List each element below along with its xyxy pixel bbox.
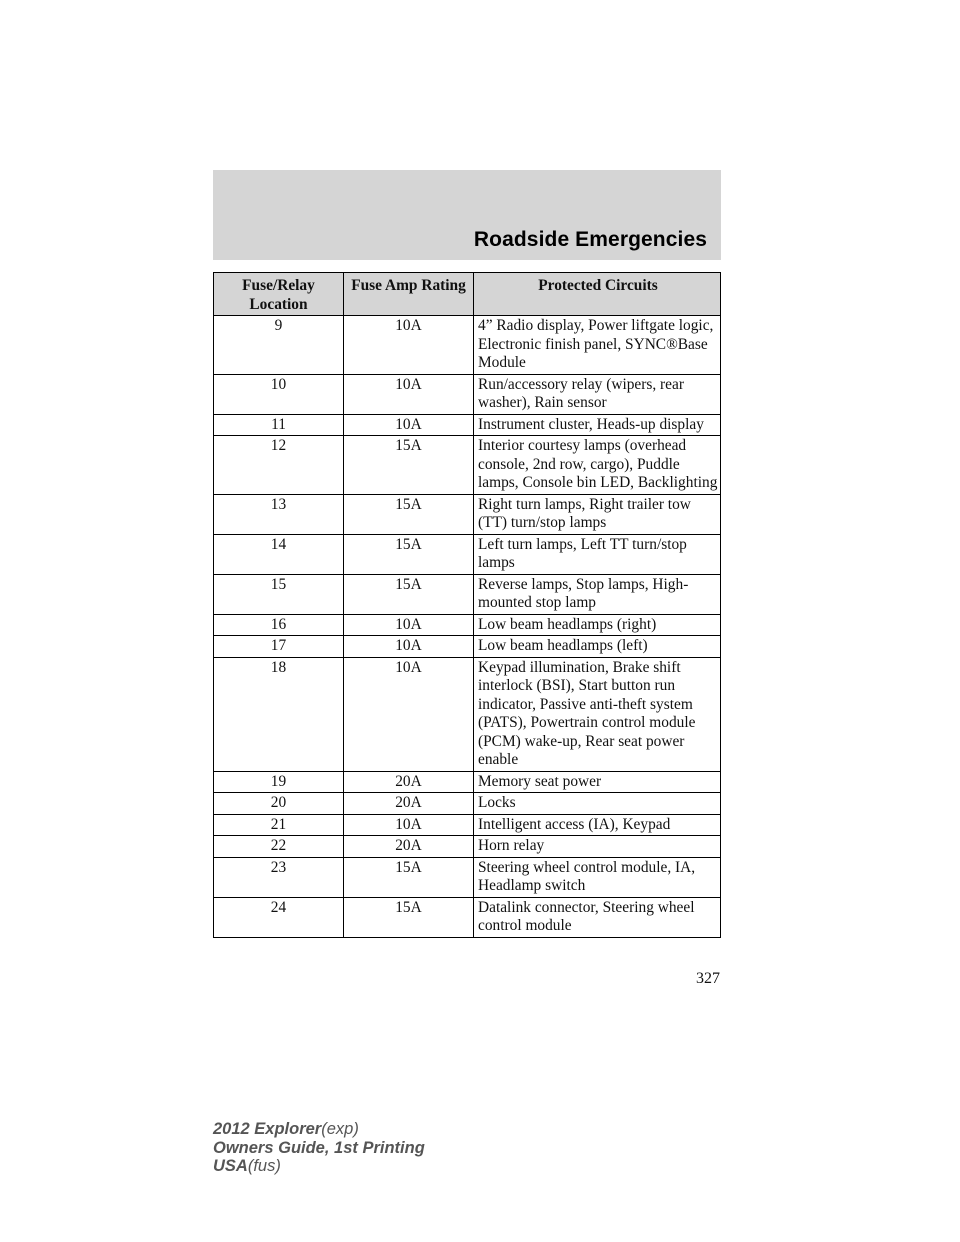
table-header-row xyxy=(214,273,721,316)
footer-market: USA xyxy=(213,1157,248,1175)
cell-circuits: Steering wheel control module, IA, Headlamp switch xyxy=(474,857,721,897)
cell-rating: 10A xyxy=(344,814,474,836)
cell-location: 22 xyxy=(214,836,344,858)
cell-circuits: Reverse lamps, Stop lamps, High-mounted stop lamp xyxy=(474,574,721,614)
footer xyxy=(213,1120,425,1176)
table-row xyxy=(214,836,721,858)
cell-rating: 15A xyxy=(344,857,474,897)
cell-location: 13 xyxy=(214,494,344,534)
cell-rating: 10A xyxy=(344,636,474,658)
column-header-rating: Fuse Amp Rating xyxy=(344,273,474,316)
table-body xyxy=(214,316,721,938)
table-row xyxy=(214,657,721,771)
cell-rating: 10A xyxy=(344,614,474,636)
cell-circuits: Low beam headlamps (left) xyxy=(474,636,721,658)
table-row xyxy=(214,316,721,375)
cell-circuits: Intelligent access (IA), Keypad xyxy=(474,814,721,836)
cell-location: 16 xyxy=(214,614,344,636)
table-row xyxy=(214,374,721,414)
cell-circuits: Right turn lamps, Right trailer tow (TT) turn/stop lamps xyxy=(474,494,721,534)
cell-location: 11 xyxy=(214,414,344,436)
table-row xyxy=(214,494,721,534)
cell-circuits: Left turn lamps, Left TT turn/stop lamps xyxy=(474,534,721,574)
footer-market-code: (fus) xyxy=(247,1157,281,1175)
cell-rating: 10A xyxy=(344,374,474,414)
column-header-circuits: Protected Circuits xyxy=(474,273,721,316)
cell-location: 12 xyxy=(214,436,344,495)
table-row xyxy=(214,414,721,436)
page-number: 327 xyxy=(696,970,720,987)
cell-rating: 15A xyxy=(344,897,474,937)
table-row xyxy=(214,897,721,937)
cell-location: 9 xyxy=(214,316,344,375)
footer-model-code: (exp) xyxy=(321,1120,359,1138)
cell-location: 10 xyxy=(214,374,344,414)
cell-location: 18 xyxy=(214,657,344,771)
cell-circuits: 4” Radio display, Power liftgate logic, Electronic finish panel, SYNC®Base Module xyxy=(474,316,721,375)
table-row xyxy=(214,534,721,574)
section-header xyxy=(213,170,721,260)
cell-location: 17 xyxy=(214,636,344,658)
column-header-location: Fuse/Relay Location xyxy=(214,273,344,316)
cell-circuits: Keypad illumination, Brake shift interlock (BSI), Start button run indicator, Passive anti-theft system (PATS), Powertrain control module (PCM) wake-up, Rear seat power enable xyxy=(474,657,721,771)
cell-circuits: Locks xyxy=(474,793,721,815)
footer-line-1 xyxy=(213,1120,425,1139)
cell-location: 14 xyxy=(214,534,344,574)
cell-location: 20 xyxy=(214,793,344,815)
cell-rating: 15A xyxy=(344,574,474,614)
cell-rating: 15A xyxy=(344,436,474,495)
cell-circuits: Horn relay xyxy=(474,836,721,858)
cell-rating: 10A xyxy=(344,316,474,375)
footer-line-3 xyxy=(213,1157,425,1176)
cell-location: 23 xyxy=(214,857,344,897)
cell-rating: 15A xyxy=(344,494,474,534)
fuse-table xyxy=(213,272,721,938)
table-row xyxy=(214,814,721,836)
cell-location: 15 xyxy=(214,574,344,614)
cell-circuits: Low beam headlamps (right) xyxy=(474,614,721,636)
cell-rating: 15A xyxy=(344,534,474,574)
cell-rating: 20A xyxy=(344,836,474,858)
cell-rating: 20A xyxy=(344,771,474,793)
table-row xyxy=(214,574,721,614)
footer-line-2: Owners Guide, 1st Printing xyxy=(213,1138,425,1157)
cell-rating: 20A xyxy=(344,793,474,815)
table-row xyxy=(214,636,721,658)
table-row xyxy=(214,857,721,897)
cell-circuits: Instrument cluster, Heads-up display xyxy=(474,414,721,436)
section-title: Roadside Emergencies xyxy=(473,228,707,251)
cell-location: 19 xyxy=(214,771,344,793)
cell-location: 24 xyxy=(214,897,344,937)
cell-rating: 10A xyxy=(344,657,474,771)
cell-circuits: Run/accessory relay (wipers, rear washer), Rain sensor xyxy=(474,374,721,414)
cell-circuits: Interior courtesy lamps (overhead console, 2nd row, cargo), Puddle lamps, Console bin LED, Backlighting xyxy=(474,436,721,495)
footer-model: 2012 Explorer xyxy=(213,1120,322,1138)
table-row xyxy=(214,771,721,793)
cell-circuits: Memory seat power xyxy=(474,771,721,793)
table-row xyxy=(214,793,721,815)
cell-location: 21 xyxy=(214,814,344,836)
table-row xyxy=(214,436,721,495)
table-row xyxy=(214,614,721,636)
cell-rating: 10A xyxy=(344,414,474,436)
cell-circuits: Datalink connector, Steering wheel control module xyxy=(474,897,721,937)
